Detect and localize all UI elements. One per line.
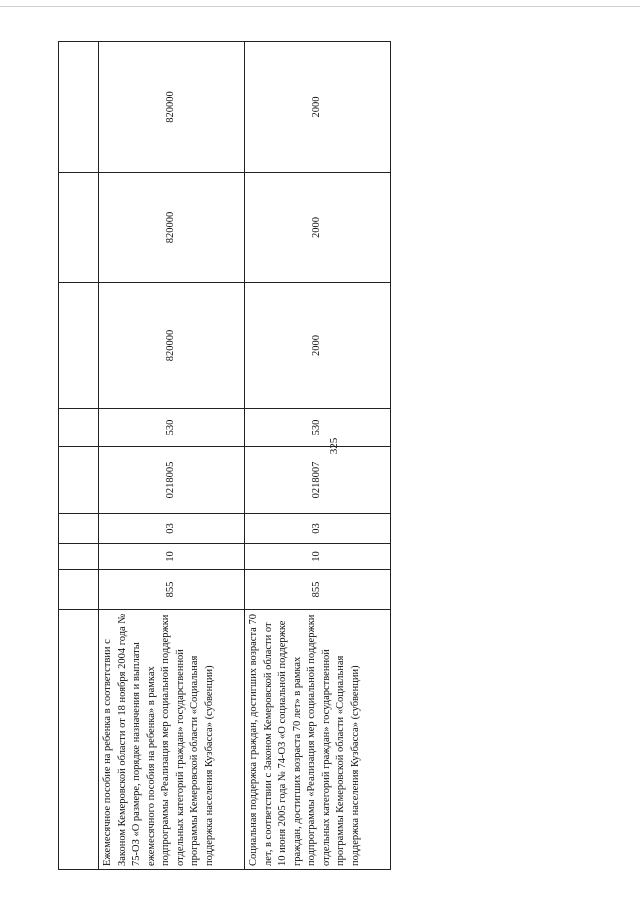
header-cell: [59, 544, 99, 570]
row-expense-type: 530: [245, 409, 391, 447]
header-cell: [59, 283, 99, 409]
header-cell: [59, 610, 99, 870]
row-amount-3: 2000: [245, 42, 391, 173]
row-target: 0218005: [99, 447, 245, 514]
table-header-row: [59, 42, 99, 870]
row-amount-1: 820000: [99, 283, 245, 409]
header-cell: [59, 447, 99, 514]
row-subsection: 03: [245, 514, 391, 544]
header-cell: [59, 570, 99, 610]
table-row: [99, 42, 245, 870]
row-code: 855: [245, 570, 391, 610]
row-code: 855: [99, 570, 245, 610]
header-cell: [59, 42, 99, 173]
header-cell: [59, 409, 99, 447]
row-amount-2: 820000: [99, 173, 245, 283]
budget-table-wrapper: [58, 42, 390, 870]
row-amount-1: 2000: [245, 283, 391, 409]
row-subsection: 03: [99, 514, 245, 544]
row-expense-type: 530: [99, 409, 245, 447]
row-description: Ежемесячное пособие на ребенка в соответствии с Законом Кемеровской области от 18 ноября 2004 года № 75-ОЗ «О размере, порядке назначения и выплаты ежемесячного пособия на ребенка» в рамках подпрограммы «Реализация мер социальной поддержки отдельных категорий граждан» государственной программы Кемеровской области «Социальная поддержка населения Кузбасса» (субвенции): [99, 610, 245, 870]
budget-table: [58, 41, 391, 870]
row-section: 10: [245, 544, 391, 570]
header-cell: [59, 173, 99, 283]
row-amount-2: 2000: [245, 173, 391, 283]
header-cell: [59, 514, 99, 544]
row-amount-3: 820000: [99, 42, 245, 173]
table-row: [245, 42, 391, 870]
row-section: 10: [99, 544, 245, 570]
page-number: 325: [328, 437, 340, 455]
row-description: Социальная поддержка граждан, достигших возраста 70 лет, в соответствии с Законом Кемеровской области от 10 июня 2005 года № 74-ОЗ «О социальной поддержке граждан, достигших возраста 70 лет» в рамках подпрограммы «Реализация мер социальной поддержки отдельных категорий граждан» государственной программы Кемеровской области «Социальная поддержка населения Кузбасса» (субвенции): [245, 610, 391, 870]
row-target: 0218007: [245, 447, 391, 514]
rotated-page-content: [58, 42, 390, 870]
top-rule: [0, 6, 640, 7]
